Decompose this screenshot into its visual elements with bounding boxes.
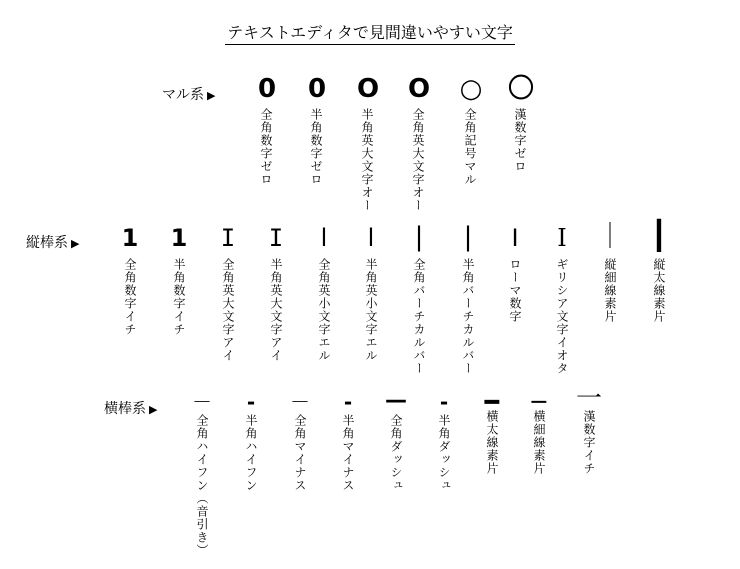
glyph-thick-vertical-line: ┃	[650, 219, 668, 252]
glyph-fullwidth-letter-i: I	[220, 224, 236, 252]
row-label-yokobou	[104, 398, 157, 418]
label-halfwidth-dash: 半角ダッシュ	[437, 414, 451, 492]
label-circle-symbol: 全角記号マル	[463, 108, 477, 186]
label-fullwidth-letter-l: 全角英小文字エル	[317, 258, 331, 362]
glyph-fullwidth-one: 1	[121, 224, 139, 252]
arrow-right-icon: ▶	[149, 403, 158, 416]
glyph-halfwidth-letter-l: l	[367, 224, 375, 252]
glyph-greek-iota: Ι	[557, 224, 567, 252]
label-halfwidth-one: 半角数字イチ	[172, 258, 186, 336]
label-fullwidth-minus: 全角マイナス	[293, 414, 307, 492]
glyph-halfwidth-letter-o: O	[356, 74, 380, 104]
label-fullwidth-vertical-bar: 全角バーチカルバー	[412, 258, 426, 375]
glyph-halfwidth-hyphen: -	[246, 390, 256, 414]
glyph-fullwidth-zero: 0	[257, 74, 277, 104]
label-halfwidth-letter-o: 半角英大文字オー	[360, 108, 374, 212]
row-label-text: マル系	[162, 87, 204, 103]
label-fullwidth-zero: 全角数字ゼロ	[259, 108, 273, 186]
glyph-halfwidth-zero: 0	[307, 74, 327, 104]
glyph-halfwidth-dash: -	[439, 390, 449, 414]
row-label-text: 縦棒系	[26, 235, 68, 251]
glyph-fullwidth-letter-l: l	[320, 224, 328, 252]
glyph-roman-numeral-one: Ⅰ	[511, 224, 519, 252]
row-label-text: 横棒系	[104, 401, 146, 417]
label-thin-vertical-line: 縦細線素片	[603, 258, 617, 323]
glyph-halfwidth-minus: -	[343, 390, 353, 414]
glyph-fullwidth-hyphen: －	[192, 390, 212, 414]
glyph-thin-horizontal-line: ─	[531, 388, 547, 416]
label-fullwidth-letter-o: 全角英大文字オー	[411, 108, 425, 212]
glyph-thin-vertical-line: ｜	[596, 222, 623, 252]
label-fullwidth-dash: 全角ダッシュ	[389, 414, 403, 492]
label-kanji-one: 漢数字イチ	[582, 410, 596, 475]
glyph-halfwidth-letter-i: I	[268, 224, 284, 252]
label-fullwidth-letter-i: 全角英大文字アイ	[221, 258, 235, 362]
glyph-fullwidth-vertical-bar: |	[414, 222, 424, 252]
label-thick-horizontal-line: 横太線素片	[485, 410, 499, 475]
label-kanji-zero: 漢数字ゼロ	[513, 108, 527, 173]
glyph-kanji-one: 一	[575, 384, 602, 414]
label-halfwidth-vertical-bar: 半角バーチカルバー	[461, 258, 475, 375]
label-halfwidth-letter-l: 半角英小文字エル	[364, 258, 378, 362]
glyph-fullwidth-minus: －	[290, 390, 310, 414]
label-halfwidth-hyphen: 半角ハイフン	[244, 414, 258, 492]
glyph-circle-symbol: ○	[459, 74, 483, 104]
label-roman-numeral-one: ローマ数字	[508, 258, 522, 323]
arrow-right-icon: ▶	[71, 237, 80, 250]
glyph-halfwidth-one: 1	[170, 224, 188, 252]
row-label-maru	[162, 84, 215, 104]
label-greek-iota: ギリシア文字イオタ	[555, 258, 569, 375]
label-halfwidth-zero: 半角数字ゼロ	[309, 108, 323, 186]
label-thin-horizontal-line: 横細線素片	[532, 410, 546, 475]
label-halfwidth-letter-i: 半角英大文字アイ	[269, 258, 283, 362]
glyph-halfwidth-vertical-bar: |	[463, 222, 473, 252]
glyph-fullwidth-letter-o: O	[407, 74, 431, 104]
glyph-fullwidth-dash: —	[385, 388, 407, 413]
glyph-kanji-zero: 〇	[507, 74, 534, 104]
glyph-thick-horizontal-line: ━	[484, 388, 500, 416]
arrow-right-icon: ▶	[207, 89, 216, 102]
page-title: テキストエディタで見間違いやすい文字	[0, 20, 740, 43]
label-fullwidth-one: 全角数字イチ	[123, 258, 137, 336]
label-fullwidth-hyphen: 全角ハイフン（音引き）	[195, 414, 209, 557]
row-label-tatebou	[26, 232, 79, 252]
label-thick-vertical-line: 縦太線素片	[652, 258, 666, 323]
label-halfwidth-minus: 半角マイナス	[341, 414, 355, 492]
